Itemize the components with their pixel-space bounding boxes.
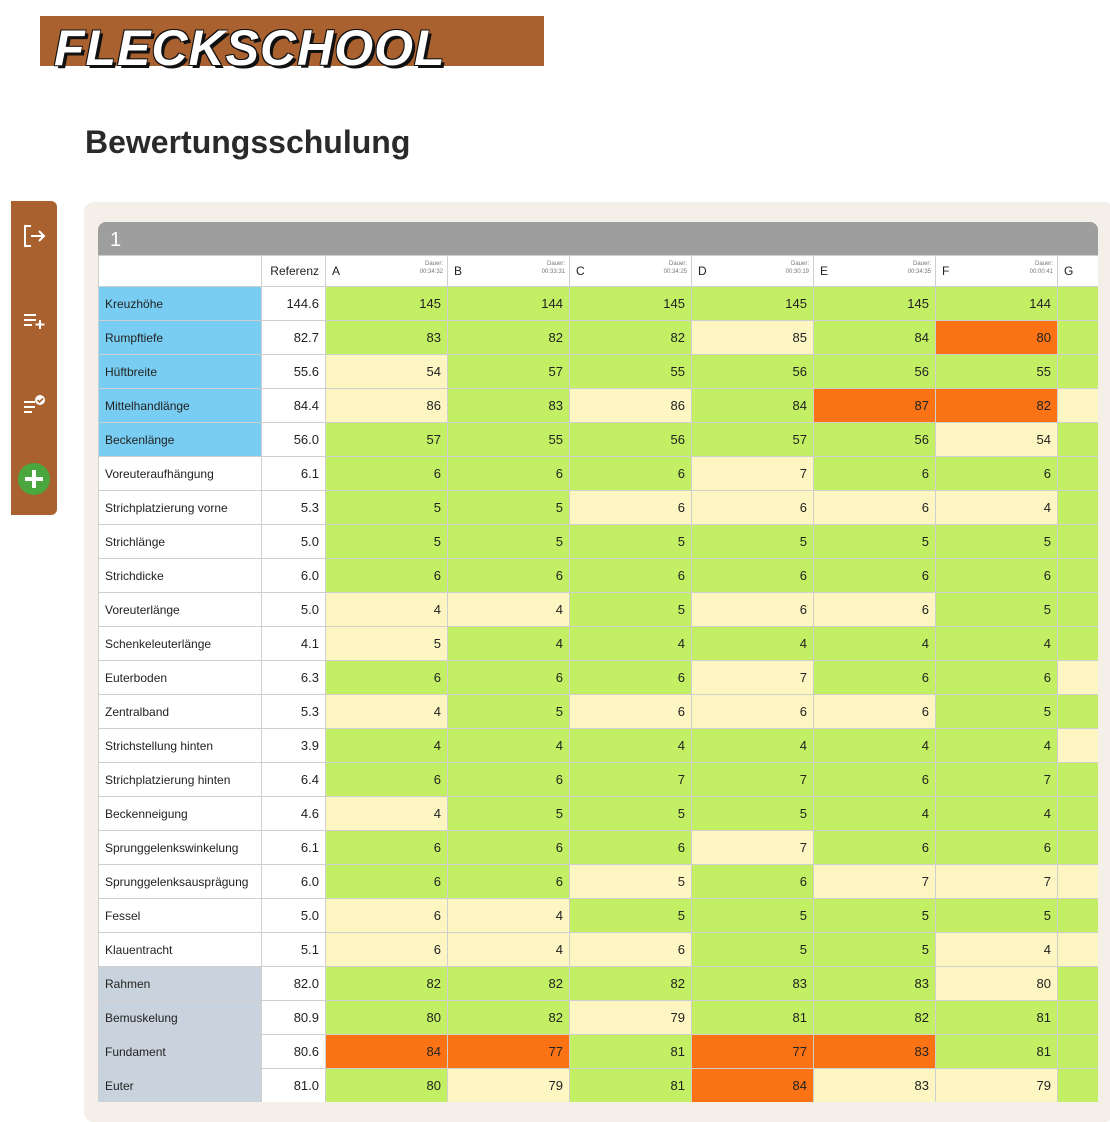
column-header-f[interactable]: [936, 256, 1058, 287]
score-cell[interactable]: 6: [448, 763, 570, 797]
reference-value: 144.6: [262, 287, 326, 321]
add-list-icon[interactable]: [11, 305, 57, 335]
score-cell[interactable]: 6: [814, 559, 936, 593]
reference-value: 6.0: [262, 559, 326, 593]
score-cell[interactable]: 4: [448, 729, 570, 763]
score-cell[interactable]: 82: [570, 967, 692, 1001]
score-cell[interactable]: 5: [448, 797, 570, 831]
duration-label: Dauer:: [790, 261, 809, 267]
row-label: Rumpftiefe: [99, 321, 262, 355]
score-cell[interactable]: 80: [936, 321, 1058, 355]
table-row: [99, 661, 1099, 695]
table-row: [99, 797, 1099, 831]
duration-value: 00:34:32: [419, 269, 443, 275]
score-cell[interactable]: 56: [692, 355, 814, 389]
score-cell[interactable]: [1058, 1035, 1099, 1069]
column-header-b[interactable]: [448, 256, 570, 287]
table-row: [99, 1069, 1099, 1103]
score-cell[interactable]: 4: [448, 899, 570, 933]
column-header-c[interactable]: [570, 256, 692, 287]
table-row: [99, 967, 1099, 1001]
score-cell[interactable]: 77: [448, 1035, 570, 1069]
score-cell[interactable]: 5: [326, 627, 448, 661]
score-cell[interactable]: 83: [814, 1035, 936, 1069]
logo: [40, 16, 544, 76]
score-cell[interactable]: 6: [326, 763, 448, 797]
score-cell[interactable]: 6: [448, 831, 570, 865]
score-cell[interactable]: 4: [326, 729, 448, 763]
table-row: [99, 729, 1099, 763]
table-row: [99, 525, 1099, 559]
column-header-d[interactable]: [692, 256, 814, 287]
table-row: [99, 1035, 1099, 1069]
score-cell[interactable]: [1058, 287, 1099, 321]
score-cell[interactable]: 6: [326, 661, 448, 695]
score-cell[interactable]: 86: [570, 389, 692, 423]
score-cell[interactable]: [1058, 627, 1099, 661]
reference-value: 82.7: [262, 321, 326, 355]
score-cell[interactable]: 4: [936, 933, 1058, 967]
score-cell[interactable]: 81: [570, 1035, 692, 1069]
column-duration: [908, 260, 931, 276]
table-row: [99, 423, 1099, 457]
reference-value: 5.3: [262, 491, 326, 525]
score-cell[interactable]: 5: [692, 933, 814, 967]
score-cell[interactable]: 5: [326, 525, 448, 559]
score-cell[interactable]: [1058, 559, 1099, 593]
reference-value: 4.6: [262, 797, 326, 831]
score-cell[interactable]: 6: [326, 899, 448, 933]
duration-value: 00:34:35: [907, 269, 931, 275]
score-cell[interactable]: 81: [692, 1001, 814, 1035]
score-cell[interactable]: 6: [326, 559, 448, 593]
reference-value: 82.0: [262, 967, 326, 1001]
column-letter: E: [820, 264, 829, 278]
ref-header: Referenz: [262, 256, 326, 287]
table-header-row: [99, 256, 1099, 287]
score-cell[interactable]: 85: [692, 321, 814, 355]
score-cell[interactable]: 6: [814, 593, 936, 627]
score-cell[interactable]: 4: [692, 729, 814, 763]
score-cell[interactable]: [1058, 457, 1099, 491]
score-cell[interactable]: 5: [448, 695, 570, 729]
score-cell[interactable]: 5: [570, 797, 692, 831]
score-cell[interactable]: 6: [814, 763, 936, 797]
score-cell[interactable]: [1058, 389, 1099, 423]
score-cell[interactable]: [1058, 763, 1099, 797]
score-cell[interactable]: 6: [814, 491, 936, 525]
score-cell[interactable]: 57: [326, 423, 448, 457]
score-cell[interactable]: 5: [936, 525, 1058, 559]
row-label: Beckenneigung: [99, 797, 262, 831]
score-cell[interactable]: 57: [448, 355, 570, 389]
score-cell[interactable]: 56: [570, 423, 692, 457]
duration-label: Dauer:: [668, 261, 687, 267]
row-label: Strichstellung hinten: [99, 729, 262, 763]
sidebar: [11, 201, 57, 515]
score-cell[interactable]: [1058, 729, 1099, 763]
score-cell[interactable]: 56: [814, 423, 936, 457]
row-label: Fundament: [99, 1035, 262, 1069]
score-cell[interactable]: 6: [570, 457, 692, 491]
score-cell[interactable]: 6: [448, 457, 570, 491]
score-cell[interactable]: 145: [814, 287, 936, 321]
score-cell[interactable]: 80: [936, 967, 1058, 1001]
score-cell[interactable]: [1058, 1001, 1099, 1035]
score-cell[interactable]: 5: [570, 899, 692, 933]
column-letter: B: [454, 264, 463, 278]
row-label: Sprunggelenkswinkelung: [99, 831, 262, 865]
reference-value: 5.3: [262, 695, 326, 729]
reference-value: 6.3: [262, 661, 326, 695]
score-cell[interactable]: 5: [570, 593, 692, 627]
row-label: Strichdicke: [99, 559, 262, 593]
rating-table: [98, 255, 1098, 1102]
score-cell[interactable]: 6: [936, 831, 1058, 865]
score-cell[interactable]: [1058, 1069, 1099, 1103]
score-cell[interactable]: [1058, 865, 1099, 899]
table-row: [99, 763, 1099, 797]
score-cell[interactable]: 54: [326, 355, 448, 389]
score-cell[interactable]: 80: [326, 1069, 448, 1103]
score-cell[interactable]: 4: [936, 729, 1058, 763]
table-row: [99, 321, 1099, 355]
score-cell[interactable]: 5: [448, 525, 570, 559]
score-cell[interactable]: 144: [448, 287, 570, 321]
column-duration: [1030, 260, 1053, 276]
table-row: [99, 355, 1099, 389]
score-cell[interactable]: 6: [936, 457, 1058, 491]
score-cell[interactable]: 6: [570, 933, 692, 967]
score-cell[interactable]: [1058, 899, 1099, 933]
score-cell[interactable]: 6: [448, 661, 570, 695]
score-cell[interactable]: [1058, 933, 1099, 967]
duration-label: Dauer:: [546, 261, 565, 267]
score-cell[interactable]: 7: [692, 831, 814, 865]
score-cell[interactable]: 4: [814, 729, 936, 763]
score-cell[interactable]: 82: [448, 1001, 570, 1035]
reference-value: 3.9: [262, 729, 326, 763]
score-cell[interactable]: 4: [936, 797, 1058, 831]
table-body: [99, 287, 1099, 1103]
score-cell[interactable]: [1058, 967, 1099, 1001]
duration-value: 00:33:31: [541, 269, 565, 275]
score-cell[interactable]: 7: [936, 763, 1058, 797]
score-cell[interactable]: 5: [936, 593, 1058, 627]
score-cell[interactable]: 6: [692, 491, 814, 525]
score-cell[interactable]: 4: [936, 491, 1058, 525]
score-cell[interactable]: 81: [936, 1035, 1058, 1069]
reference-value: 6.1: [262, 457, 326, 491]
score-cell[interactable]: [1058, 797, 1099, 831]
page-title: Bewertungsschulung: [85, 124, 411, 160]
score-cell[interactable]: 145: [326, 287, 448, 321]
logout-icon[interactable]: [11, 221, 57, 251]
score-cell[interactable]: 5: [692, 899, 814, 933]
score-cell[interactable]: 5: [936, 695, 1058, 729]
column-duration: [542, 260, 565, 276]
score-cell[interactable]: 4: [326, 593, 448, 627]
duration-value: 00:00:41: [1029, 269, 1053, 275]
score-cell[interactable]: [1058, 593, 1099, 627]
score-cell[interactable]: 56: [814, 355, 936, 389]
score-cell[interactable]: 5: [814, 933, 936, 967]
score-cell[interactable]: 82: [326, 967, 448, 1001]
score-cell[interactable]: 5: [692, 525, 814, 559]
column-header-a[interactable]: [326, 256, 448, 287]
score-cell[interactable]: 6: [448, 559, 570, 593]
plus-circle-icon[interactable]: [11, 461, 57, 497]
rating-panel: [98, 222, 1098, 1102]
score-cell[interactable]: 81: [936, 1001, 1058, 1035]
score-cell[interactable]: 4: [692, 627, 814, 661]
score-cell[interactable]: 77: [692, 1035, 814, 1069]
score-cell[interactable]: 7: [936, 865, 1058, 899]
score-cell[interactable]: 57: [692, 423, 814, 457]
reference-value: 5.0: [262, 899, 326, 933]
table-row: [99, 491, 1099, 525]
score-cell[interactable]: 6: [448, 865, 570, 899]
score-cell[interactable]: 145: [692, 287, 814, 321]
row-label: Beckenlänge: [99, 423, 262, 457]
score-cell[interactable]: 5: [692, 797, 814, 831]
panel-header: 1: [98, 222, 1098, 255]
score-cell[interactable]: 84: [692, 389, 814, 423]
reference-value: 80.6: [262, 1035, 326, 1069]
row-label: Voreuterlänge: [99, 593, 262, 627]
table-row: [99, 287, 1099, 321]
row-label: Mittelhandlänge: [99, 389, 262, 423]
score-cell[interactable]: 6: [570, 559, 692, 593]
score-cell[interactable]: 6: [692, 559, 814, 593]
score-cell[interactable]: 4: [936, 627, 1058, 661]
score-cell[interactable]: 6: [814, 457, 936, 491]
score-cell[interactable]: 4: [814, 797, 936, 831]
score-cell[interactable]: 82: [936, 389, 1058, 423]
score-cell[interactable]: 7: [692, 661, 814, 695]
score-cell[interactable]: 84: [692, 1069, 814, 1103]
column-header-e[interactable]: [814, 256, 936, 287]
score-cell[interactable]: 4: [570, 729, 692, 763]
reference-value: 55.6: [262, 355, 326, 389]
reference-value: 5.0: [262, 593, 326, 627]
score-cell[interactable]: 81: [570, 1069, 692, 1103]
score-cell[interactable]: 6: [570, 831, 692, 865]
score-cell[interactable]: [1058, 831, 1099, 865]
reference-value: 5.0: [262, 525, 326, 559]
column-duration: [786, 260, 809, 276]
row-label: Rahmen: [99, 967, 262, 1001]
score-cell[interactable]: [1058, 321, 1099, 355]
score-cell[interactable]: 83: [326, 321, 448, 355]
row-label: Strichplatzierung hinten: [99, 763, 262, 797]
row-label: Sprunggelenksausprägung: [99, 865, 262, 899]
table-row: [99, 559, 1099, 593]
score-cell[interactable]: 6: [814, 695, 936, 729]
row-label: Hüftbreite: [99, 355, 262, 389]
score-cell[interactable]: 4: [326, 695, 448, 729]
score-cell[interactable]: 6: [570, 491, 692, 525]
score-cell[interactable]: 144: [936, 287, 1058, 321]
row-label: Klauentracht: [99, 933, 262, 967]
reference-value: 84.4: [262, 389, 326, 423]
score-cell[interactable]: 5: [814, 525, 936, 559]
column-header-g[interactable]: [1058, 256, 1099, 287]
row-label: Voreuteraufhängung: [99, 457, 262, 491]
reference-value: 81.0: [262, 1069, 326, 1103]
score-cell[interactable]: 55: [936, 355, 1058, 389]
score-cell[interactable]: 82: [814, 1001, 936, 1035]
score-cell[interactable]: 83: [448, 389, 570, 423]
column-letter: A: [332, 264, 341, 278]
score-cell[interactable]: 79: [570, 1001, 692, 1035]
score-cell[interactable]: 7: [692, 457, 814, 491]
score-cell[interactable]: 6: [570, 661, 692, 695]
column-letter: F: [942, 264, 950, 278]
score-cell[interactable]: 83: [692, 967, 814, 1001]
table-row: [99, 457, 1099, 491]
score-cell[interactable]: 84: [814, 321, 936, 355]
score-cell[interactable]: 80: [326, 1001, 448, 1035]
score-cell[interactable]: 5: [448, 491, 570, 525]
score-cell[interactable]: 5: [570, 865, 692, 899]
score-cell[interactable]: 5: [814, 899, 936, 933]
row-label: Euterboden: [99, 661, 262, 695]
column-letter: D: [698, 264, 707, 278]
score-cell[interactable]: 55: [570, 355, 692, 389]
score-cell[interactable]: [1058, 423, 1099, 457]
reference-value: 4.1: [262, 627, 326, 661]
score-cell[interactable]: 84: [326, 1035, 448, 1069]
score-cell[interactable]: 83: [814, 1069, 936, 1103]
score-cell[interactable]: 7: [814, 865, 936, 899]
row-label: Zentralband: [99, 695, 262, 729]
score-cell[interactable]: 7: [570, 763, 692, 797]
score-cell[interactable]: 6: [814, 661, 936, 695]
table-row: [99, 831, 1099, 865]
score-cell[interactable]: 4: [570, 627, 692, 661]
score-cell[interactable]: 82: [448, 967, 570, 1001]
duration-label: Dauer:: [912, 261, 931, 267]
row-label: Fessel: [99, 899, 262, 933]
score-cell[interactable]: 5: [570, 525, 692, 559]
reference-value: 6.0: [262, 865, 326, 899]
score-cell[interactable]: 5: [326, 491, 448, 525]
duration-value: 00:30:19: [785, 269, 809, 275]
logo-text: FLECKSCHOOL: [54, 20, 446, 76]
score-cell[interactable]: 6: [326, 865, 448, 899]
score-cell[interactable]: 6: [692, 695, 814, 729]
column-duration: [420, 260, 443, 276]
row-label: Bemuskelung: [99, 1001, 262, 1035]
checked-list-icon[interactable]: [11, 390, 57, 420]
score-cell[interactable]: 4: [326, 797, 448, 831]
column-letter: G: [1064, 264, 1074, 278]
score-cell[interactable]: [1058, 491, 1099, 525]
score-cell[interactable]: 79: [448, 1069, 570, 1103]
table-row: [99, 899, 1099, 933]
score-cell[interactable]: 4: [814, 627, 936, 661]
score-cell[interactable]: 54: [936, 423, 1058, 457]
duration-label: Dauer:: [1034, 261, 1053, 267]
reference-value: 56.0: [262, 423, 326, 457]
score-cell[interactable]: 82: [448, 321, 570, 355]
score-cell[interactable]: 6: [936, 661, 1058, 695]
row-label: Euter: [99, 1069, 262, 1103]
row-label: Kreuzhöhe: [99, 287, 262, 321]
score-cell[interactable]: 4: [448, 593, 570, 627]
score-cell[interactable]: 4: [448, 933, 570, 967]
table-row: [99, 389, 1099, 423]
table-row: [99, 627, 1099, 661]
score-cell[interactable]: 83: [814, 967, 936, 1001]
reference-value: 6.1: [262, 831, 326, 865]
table-row: [99, 933, 1099, 967]
score-cell[interactable]: [1058, 355, 1099, 389]
score-cell[interactable]: 6: [692, 865, 814, 899]
score-cell[interactable]: 7: [692, 763, 814, 797]
table-row: [99, 593, 1099, 627]
table-row: [99, 695, 1099, 729]
score-cell[interactable]: 86: [326, 389, 448, 423]
score-cell[interactable]: 6: [936, 559, 1058, 593]
column-duration: [664, 260, 687, 276]
score-cell[interactable]: 6: [692, 593, 814, 627]
row-label: Schenkeleuterlänge: [99, 627, 262, 661]
score-cell[interactable]: 6: [326, 933, 448, 967]
score-cell[interactable]: 6: [570, 695, 692, 729]
score-cell[interactable]: [1058, 661, 1099, 695]
score-cell[interactable]: 6: [814, 831, 936, 865]
label-header: [99, 256, 262, 287]
row-label: Strichlänge: [99, 525, 262, 559]
score-cell[interactable]: [1058, 525, 1099, 559]
row-label: Strichplatzierung vorne: [99, 491, 262, 525]
score-cell[interactable]: [1058, 695, 1099, 729]
score-cell[interactable]: 4: [448, 627, 570, 661]
reference-value: 5.1: [262, 933, 326, 967]
table-row: [99, 1001, 1099, 1035]
column-letter: C: [576, 264, 585, 278]
score-cell[interactable]: 87: [814, 389, 936, 423]
duration-value: 00:34:25: [663, 269, 687, 275]
reference-value: 6.4: [262, 763, 326, 797]
score-cell[interactable]: 55: [448, 423, 570, 457]
score-cell[interactable]: 5: [936, 899, 1058, 933]
score-cell[interactable]: 82: [570, 321, 692, 355]
score-cell[interactable]: 145: [570, 287, 692, 321]
duration-label: Dauer:: [424, 261, 443, 267]
score-cell[interactable]: 6: [326, 457, 448, 491]
score-cell[interactable]: 79: [936, 1069, 1058, 1103]
score-cell[interactable]: 6: [326, 831, 448, 865]
table-row: [99, 865, 1099, 899]
reference-value: 80.9: [262, 1001, 326, 1035]
